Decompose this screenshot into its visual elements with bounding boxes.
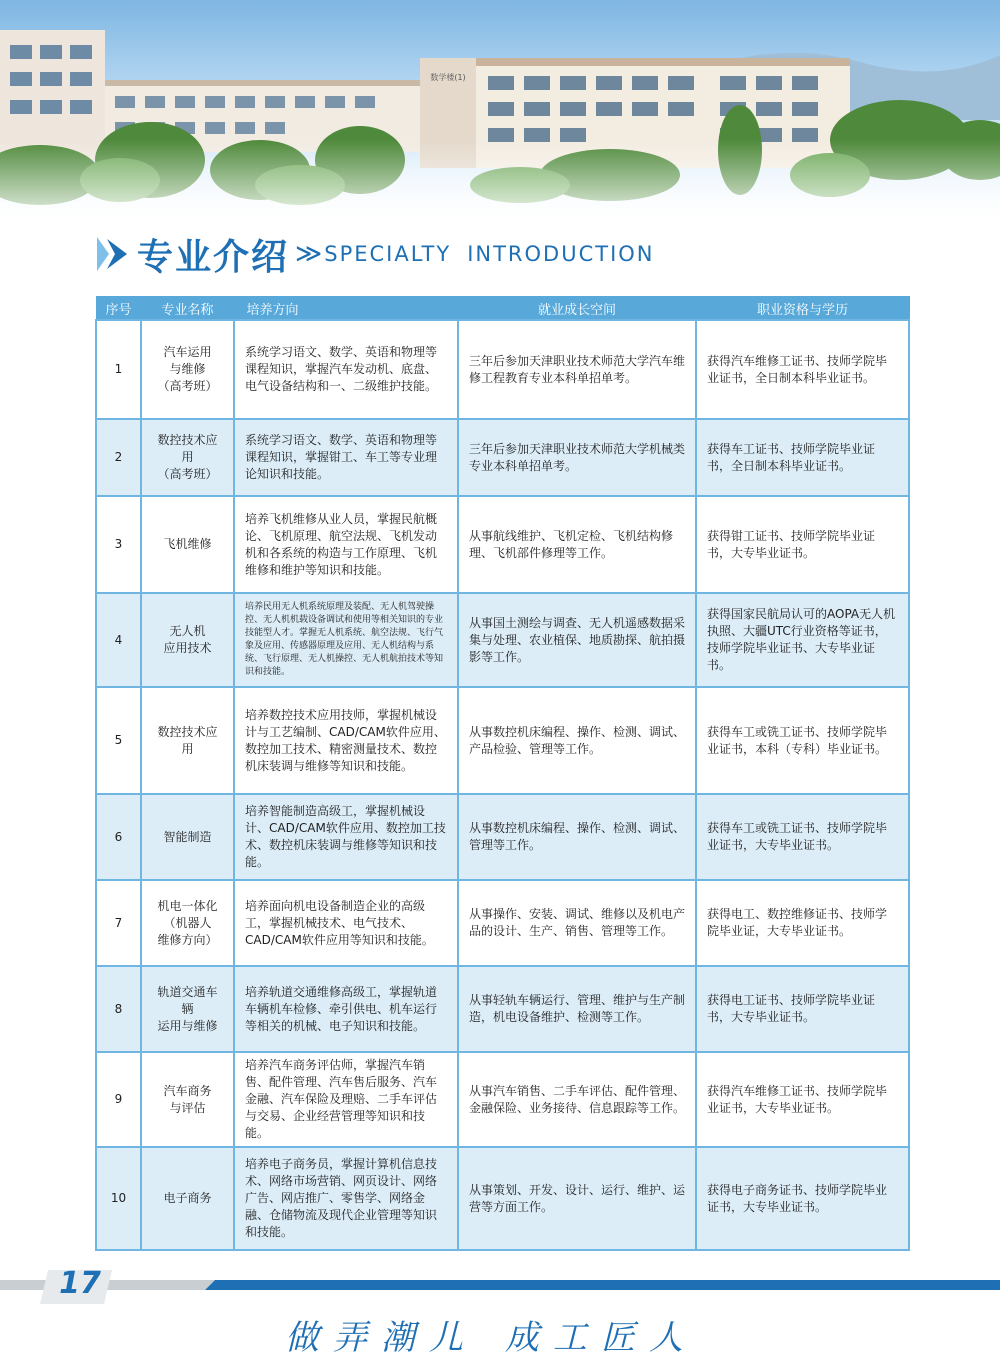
double-arrow-icon: ≫ xyxy=(295,239,323,269)
row-no: 9 xyxy=(96,1052,141,1147)
row-career: 从事操作、安装、调试、维修以及机电产品的设计、生产、销售、管理等工作。 xyxy=(458,880,696,966)
col-header-no: 序号 xyxy=(96,297,141,321)
row-qualification: 获得汽车维修工证书、技师学院毕业证书，大专毕业证书。 xyxy=(696,1052,909,1147)
row-name: 轨道交通车辆 运用与维修 xyxy=(141,966,234,1052)
row-no: 1 xyxy=(96,320,141,419)
row-qualification: 获得电子商务证书、技师学院毕业证书，大专毕业证书。 xyxy=(696,1147,909,1250)
row-no: 4 xyxy=(96,593,141,687)
row-no: 7 xyxy=(96,880,141,966)
row-no: 6 xyxy=(96,794,141,880)
section-title xyxy=(95,232,671,276)
row-no: 5 xyxy=(96,687,141,794)
row-career: 三年后参加天津职业技术师范大学汽车维修工程教育专业本科单招单考。 xyxy=(458,320,696,419)
play-triangle-icon xyxy=(95,235,129,273)
row-name: 汽车商务 与评估 xyxy=(141,1052,234,1147)
row-qualification: 获得汽车维修工证书、技师学院毕业证书，全日制本科毕业证书。 xyxy=(696,320,909,419)
campus-building-illustration xyxy=(0,0,1000,230)
row-name: 电子商务 xyxy=(141,1147,234,1250)
row-qualification: 获得国家民航局认可的AOPA无人机执照、大疆UTC行业资格等证书，技师学院毕业证书、大专毕业证书。 xyxy=(696,593,909,687)
row-no: 3 xyxy=(96,496,141,593)
building-sign: 数学楼(1) xyxy=(430,73,466,82)
row-career: 从事汽车销售、二手车评估、配件管理、金融保险、业务接待、信息跟踪等工作。 xyxy=(458,1052,696,1147)
title-en-word-1: SPECIALTY xyxy=(324,242,452,266)
table-row xyxy=(96,687,909,794)
row-career: 从事国土测绘与调查、无人机遥感数据采集与处理、农业植保、地质勘探、航拍摄影等工作。 xyxy=(458,593,696,687)
page-number: 17 xyxy=(59,1266,101,1301)
row-qualification: 获得电工、数控维修证书、技师学院毕业证，大专毕业证书。 xyxy=(696,880,909,966)
col-header-name: 专业名称 xyxy=(141,297,234,321)
row-direction: 培养智能制造高级工，掌握机械设计、CAD/CAM软件应用、数控加工技术、数控机床装调与维修等知识和技能。 xyxy=(234,794,458,880)
col-header-qualification: 职业资格与学历 xyxy=(696,297,909,321)
row-career: 三年后参加天津职业技术师范大学机械类专业本科单招单考。 xyxy=(458,419,696,496)
table-row xyxy=(96,1052,909,1147)
row-career: 从事策划、开发、设计、运行、维护、运营等方面工作。 xyxy=(458,1147,696,1250)
row-no: 8 xyxy=(96,966,141,1052)
row-career: 从事数控机床编程、操作、检测、调试、产品检验、管理等工作。 xyxy=(458,687,696,794)
table-row xyxy=(96,593,909,687)
row-direction: 培养面向机电设备制造企业的高级工，掌握机械技术、电气技术、CAD/CAM软件应用等知识和技能。 xyxy=(234,880,458,966)
row-name: 智能制造 xyxy=(141,794,234,880)
col-header-direction: 培养方向 xyxy=(234,297,458,321)
row-direction: 培养飞机维修从业人员，掌握民航概论、飞机原理、航空法规、飞机发动机和各系统的构造与工作原理、飞机维修和维护等知识和技能。 xyxy=(234,496,458,593)
row-name: 机电一体化 （机器人 维修方向） xyxy=(141,880,234,966)
row-name: 数控技术应用 （高考班） xyxy=(141,419,234,496)
row-direction: 培养民用无人机系统原理及装配、无人机驾驶操控、无人机机载设备调试和使用等相关知识的专业技能型人才。掌握无人机系统、航空法规、飞行气象及应用、传感器原理及应用、无人机结构与系统、飞行原理、无人机操控、无人机航拍技术等知识和技能。 xyxy=(234,593,458,687)
row-name: 无人机 应用技术 xyxy=(141,593,234,687)
row-direction: 系统学习语文、数学、英语和物理等课程知识，掌握汽车发动机、底盘、电气设备结构和一、二级维护技能。 xyxy=(234,320,458,419)
row-no: 2 xyxy=(96,419,141,496)
campus-photo xyxy=(0,0,1000,230)
row-career: 从事轻轨车辆运行、管理、维护与生产制造，机电设备维护、检测等工作。 xyxy=(458,966,696,1052)
slogan xyxy=(270,1310,740,1359)
table-row xyxy=(96,880,909,966)
row-qualification: 获得车工或铣工证书、技师学院毕业证书，大专毕业证书。 xyxy=(696,794,909,880)
title-en-word-2: INTRODUCTION xyxy=(467,242,655,266)
slogan-part-2: 成工匠人 xyxy=(505,1318,697,1358)
row-direction: 培养轨道交通维修高级工，掌握轨道车辆机车检修、牵引供电、机车运行等相关的机械、电子知识和技能。 xyxy=(234,966,458,1052)
table-row xyxy=(96,496,909,593)
row-career: 从事航线维护、飞机定检、飞机结构修理、飞机部件修理等工作。 xyxy=(458,496,696,593)
row-direction: 系统学习语文、数学、英语和物理等课程知识，掌握钳工、车工等专业理论知识和技能。 xyxy=(234,419,458,496)
row-direction: 培养电子商务员，掌握计算机信息技术、网络市场营销、网页设计、网络广告、网店推广、零售学、网络金融、仓储物流及现代企业管理等知识和技能。 xyxy=(234,1147,458,1250)
table-row xyxy=(96,794,909,880)
row-name: 汽车运用 与维修 （高考班） xyxy=(141,320,234,419)
row-name: 数控技术应用 xyxy=(141,687,234,794)
row-qualification: 获得钳工证书、技师学院毕业证书，大专毕业证书。 xyxy=(696,496,909,593)
title-en xyxy=(324,242,670,266)
table-row xyxy=(96,966,909,1052)
table-row xyxy=(96,419,909,496)
row-qualification: 获得电工证书、技师学院毕业证书，大专毕业证书。 xyxy=(696,966,909,1052)
col-header-career: 就业成长空间 xyxy=(458,297,696,321)
table-row xyxy=(96,1147,909,1250)
slogan-part-1: 做弄潮儿 xyxy=(285,1318,477,1358)
footer-bar xyxy=(0,1268,1000,1308)
row-qualification: 获得车工或铣工证书、技师学院毕业证书，本科（专科）毕业证书。 xyxy=(696,687,909,794)
table-row xyxy=(96,320,909,419)
table-header-row xyxy=(96,297,909,321)
title-cn: 专业介绍 xyxy=(137,236,290,278)
row-name: 飞机维修 xyxy=(141,496,234,593)
row-career: 从事数控机床编程、操作、检测、调试、管理等工作。 xyxy=(458,794,696,880)
row-direction: 培养数控技术应用技师，掌握机械设计与工艺编制、CAD/CAM软件应用、数控加工技术、精密测量技术、数控机床装调与维修等知识和技能。 xyxy=(234,687,458,794)
row-qualification: 获得车工证书、技师学院毕业证书，全日制本科毕业证书。 xyxy=(696,419,909,496)
specialty-table xyxy=(95,296,910,1251)
row-no: 10 xyxy=(96,1147,141,1250)
row-direction: 培养汽车商务评估师，掌握汽车销售、配件管理、汽车售后服务、汽车金融、汽车保险及理赔、二手车评估与交易、企业经营管理等知识和技能。 xyxy=(234,1052,458,1147)
